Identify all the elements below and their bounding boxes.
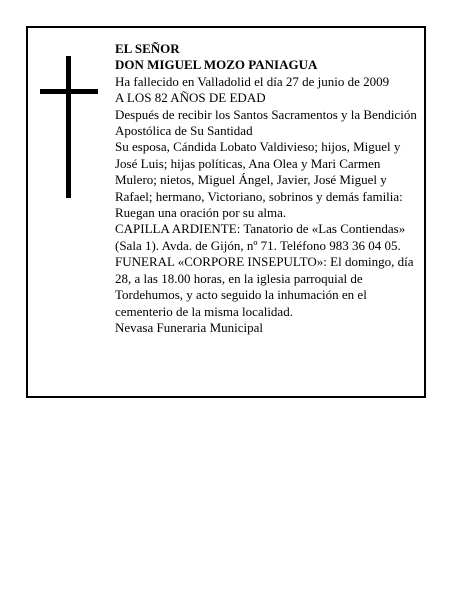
cross-vertical-bar	[66, 56, 71, 198]
title-line-1: EL SEÑOR	[115, 41, 180, 56]
funeral-info: FUNERAL «CORPORE INSEPULTO»: El domingo, día 28, a las 18.00 horas, en la iglesia parroquial de Tordehumos, y acto seguido la inhumación en el cementerio de la misma localidad.	[115, 254, 414, 319]
obituary-notice	[26, 26, 426, 398]
prayer-line: Ruegan una oración por su alma.	[115, 205, 287, 221]
chapel-info: CAPILLA ARDIENTE: Tanatorio de «Las Contiendas» (Sala 1). Avda. de Gijón, nº 71. Teléfono 983 36 04 05.	[115, 221, 406, 253]
deceased-name: DON MIGUEL MOZO PANIAGUA	[115, 57, 318, 73]
notice-text	[115, 41, 421, 336]
age-line: A LOS 82 AÑOS DE EDAD	[115, 90, 266, 106]
cross-icon	[40, 56, 98, 198]
funeral-home: Nevasa Funeraria Municipal	[115, 319, 264, 335]
cross-horizontal-bar	[40, 89, 98, 94]
death-line: Ha fallecido en Valladolid el día 27 de junio de 2009	[115, 73, 390, 89]
family-paragraph: Su esposa, Cándida Lobato Valdivieso; hijos, Miguel y José Luis; hijas políticas, Ana Olea y Mari Carmen Mulero; nietos, Miguel Ángel, Javier, José Miguel y Rafael; hermano, Victoriano, sobrinos y demás familia:	[115, 139, 403, 204]
sacraments-line: Después de recibir los Santos Sacramentos y la Bendición Apostólica de Su Santidad	[115, 106, 417, 139]
